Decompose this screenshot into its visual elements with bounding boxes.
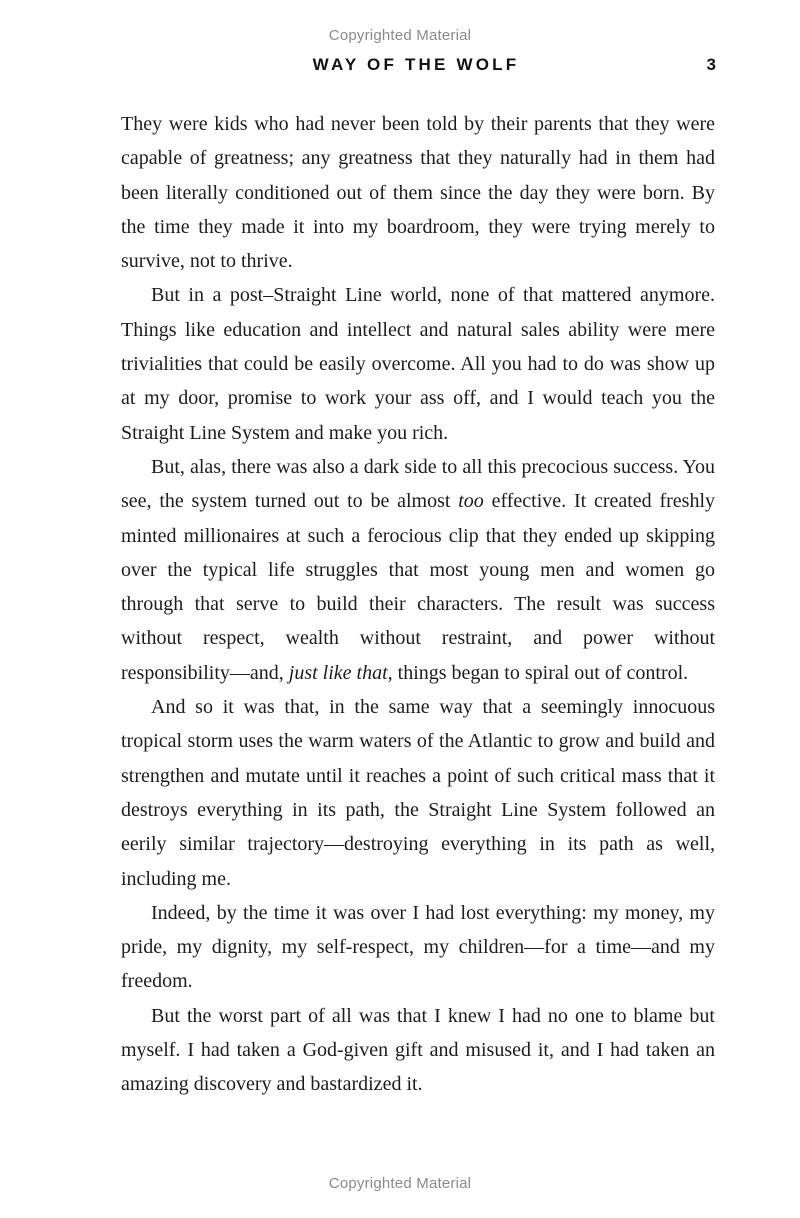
paragraph-5	[121, 896, 715, 999]
paragraph-3	[121, 450, 715, 690]
paragraph-6-text: But the worst part of all was that I knew I had no one to blame but myself. I had taken a God-given gift and misused it, and I had taken an amazing discovery and bastardized it.	[121, 1004, 715, 1096]
paragraph-3-text-b: effective. It created freshly minted millionaires at such a ferocious clip that they ended up skipping over the typical life struggles that most young men and women go through that serve to build their characters. The result was success without respect, wealth without restraint, and power without responsibility—and,	[121, 490, 715, 684]
paragraph-1-text: They were kids who had never been told by their parents that they were capable of greatness; any greatness that they naturally had in them had been literally conditioned out of them since the day they were born. By the time they made it into my boardroom, they were trying merely to survive, not to thrive.	[121, 113, 715, 273]
paragraph-1	[121, 107, 715, 278]
paragraph-2-text: But in a post–Straight Line world, none of that mattered anymore. Things like education and intellect and natural sales ability were mere trivialities that could be easily overcome. All you had to do was show up at my door, promise to work your ass off, and I would teach you the Straight Line System and make you rich.	[121, 284, 715, 444]
paragraph-3-italic-too: too	[458, 490, 484, 513]
paragraph-2	[121, 278, 715, 449]
paragraph-3-italic-just-like-that: just like that	[283, 661, 388, 684]
running-title: WAY OF THE WOLF	[312, 55, 520, 74]
paragraph-4-text: And so it was that, in the same way that a seemingly innocuous tropical storm uses the warm waters of the Atlantic to grow and build and strengthen and mutate until it reaches a point of such critical mass that it destroys everything in its path, the Straight Line System followed an eerily similar trajectory—destroying everything in its path as well, including me.	[121, 696, 715, 890]
paragraph-4	[121, 690, 715, 896]
body-text	[121, 107, 715, 1102]
paragraph-3-text-a: But, alas, there was also a dark side to all this precocious success. You see, the system turned out to be almost	[121, 455, 715, 513]
running-header	[0, 55, 800, 79]
copyright-watermark-top: Copyrighted Material	[328, 27, 472, 44]
paragraph-3-text-c: , things began to spiral out of control.	[387, 661, 689, 684]
paragraph-5-text: Indeed, by the time it was over I had lost everything: my money, my pride, my dignity, my self-respect, my children—for a time—and my freedom.	[121, 901, 715, 993]
paragraph-6	[121, 999, 715, 1102]
page-number: 3	[706, 55, 716, 74]
copyright-watermark-bottom: Copyrighted Material	[328, 1175, 472, 1192]
